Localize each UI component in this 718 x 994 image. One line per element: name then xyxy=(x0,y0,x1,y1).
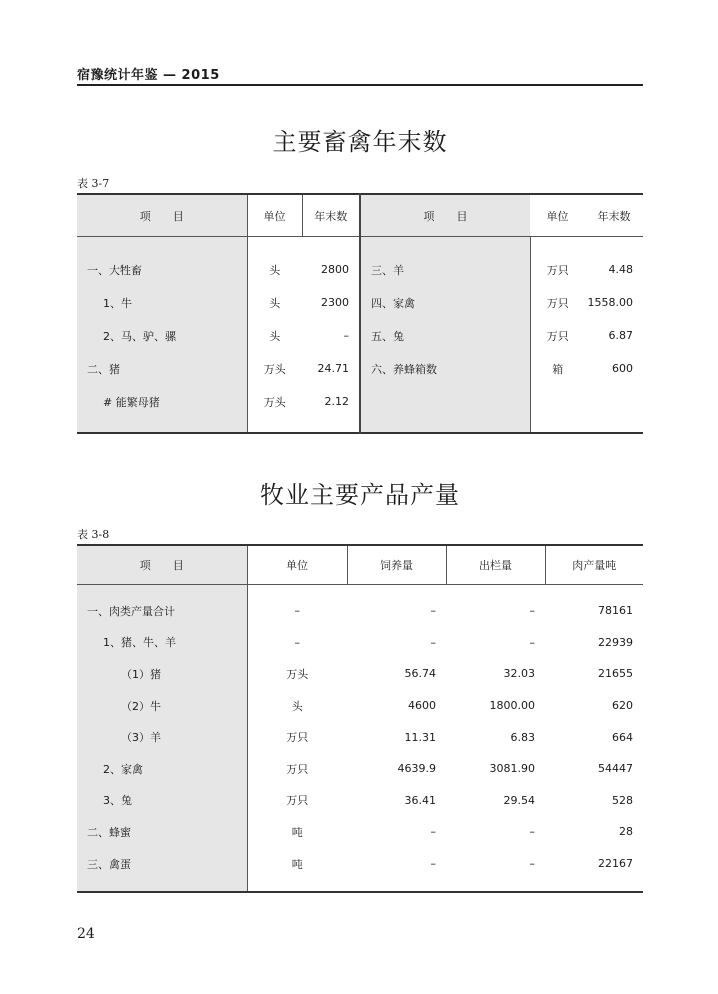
table-row xyxy=(77,658,643,690)
table-row xyxy=(77,385,643,418)
meat-cell: 78161 xyxy=(598,604,633,618)
sold-cell: – xyxy=(529,604,535,618)
meat-cell: 620 xyxy=(612,699,633,713)
unit-cell: 吨 xyxy=(247,816,347,848)
t1-header-unit-right: 单位 xyxy=(530,194,585,237)
value-cell: 6.87 xyxy=(608,329,633,342)
row-label: （1）猪 xyxy=(77,658,247,690)
stock-cell: 36.41 xyxy=(404,793,436,807)
meat-cell: 528 xyxy=(612,793,633,807)
table-row xyxy=(77,816,643,848)
unit-cell: 吨 xyxy=(247,848,347,880)
table-row xyxy=(77,690,643,722)
t2-header-stock: 饲养量 xyxy=(347,545,446,585)
row-label: 3、兔 xyxy=(77,785,247,817)
unit-cell: 万头 xyxy=(247,658,347,690)
row-label: # 能繁母猪 xyxy=(77,385,247,418)
unit-cell: – xyxy=(247,595,347,627)
stock-cell: – xyxy=(430,635,436,649)
unit-cell: 万头 xyxy=(247,385,302,418)
livestock-table xyxy=(77,193,643,434)
sold-cell: – xyxy=(529,825,535,839)
stock-cell: 11.31 xyxy=(404,730,436,744)
stock-cell: 4639.9 xyxy=(397,762,436,776)
unit-cell: 头 xyxy=(247,286,302,319)
stock-cell: – xyxy=(430,857,436,871)
sold-cell: 32.03 xyxy=(503,667,535,681)
meat-cell: 54447 xyxy=(598,762,633,776)
sold-cell: 29.54 xyxy=(503,793,535,807)
table-row xyxy=(77,753,643,785)
value-cell: 4.48 xyxy=(608,263,633,276)
stock-cell: – xyxy=(430,825,436,839)
t2-header-meat: 肉产量吨 xyxy=(545,545,643,585)
table-row xyxy=(77,848,643,880)
row-label: 1、牛 xyxy=(77,286,247,319)
table1-title: 主要畜禽年末数 xyxy=(272,128,448,156)
row-label: 2、马、驴、骡 xyxy=(77,319,247,352)
unit-cell: 万只 xyxy=(530,319,585,352)
t1-header-value-right: 年末数 xyxy=(585,194,643,237)
sold-cell: – xyxy=(529,857,535,871)
value-cell: 24.71 xyxy=(317,362,349,375)
row-label: （2）牛 xyxy=(77,690,247,722)
stock-cell: 4600 xyxy=(408,699,436,713)
sold-cell: – xyxy=(529,635,535,649)
table-row xyxy=(77,721,643,753)
row-label: 一、肉类产量合计 xyxy=(77,595,247,627)
table-row xyxy=(77,319,643,352)
row-label: （3）羊 xyxy=(77,721,247,753)
unit-cell: 万只 xyxy=(530,253,585,286)
row-label: 二、猪 xyxy=(77,352,247,385)
value-cell: 2.12 xyxy=(324,395,349,408)
table2-label: 表 3-8 xyxy=(77,528,110,541)
table-row xyxy=(77,352,643,385)
running-head: 宿豫统计年鉴 — 2015 xyxy=(77,68,220,83)
table-row xyxy=(77,253,643,286)
table1-label: 表 3-7 xyxy=(77,177,110,190)
t1-header-value-left: 年末数 xyxy=(302,194,360,237)
unit-cell: 头 xyxy=(247,319,302,352)
t2-header-unit: 单位 xyxy=(247,545,347,585)
unit-cell: 万只 xyxy=(530,286,585,319)
row-label: 一、大牲畜 xyxy=(77,253,247,286)
table-row xyxy=(77,595,643,627)
meat-cell: 22167 xyxy=(598,857,633,871)
row-label: 二、蜂蜜 xyxy=(77,816,247,848)
unit-cell: 头 xyxy=(247,253,302,286)
unit-cell: 万只 xyxy=(247,721,347,753)
table2-title: 牧业主要产品产量 xyxy=(260,481,460,509)
unit-cell: 头 xyxy=(247,690,347,722)
value-cell: – xyxy=(343,329,349,342)
sold-cell: 3081.90 xyxy=(489,762,535,776)
page-number: 24 xyxy=(77,926,95,942)
row-label: 六、养蜂箱数 xyxy=(360,352,530,385)
t1-header-unit-left: 单位 xyxy=(247,194,302,237)
t1-header-item-left: 项 目 xyxy=(77,194,247,237)
unit-cell: 万头 xyxy=(247,352,302,385)
table-row xyxy=(77,627,643,659)
t2-header-sold: 出栏量 xyxy=(446,545,545,585)
sold-cell: 1800.00 xyxy=(489,699,535,713)
table-row xyxy=(77,286,643,319)
unit-cell: 万只 xyxy=(247,753,347,785)
row-label: 五、兔 xyxy=(360,319,530,352)
livestock-products-table xyxy=(77,544,643,893)
t1-header-item-right: 项 目 xyxy=(360,194,530,237)
row-label: 三、羊 xyxy=(360,253,530,286)
value-cell: 2800 xyxy=(321,263,349,276)
row-label: 四、家禽 xyxy=(360,286,530,319)
value-cell: 600 xyxy=(612,362,633,375)
stock-cell: – xyxy=(430,604,436,618)
meat-cell: 22939 xyxy=(598,635,633,649)
value-cell: 2300 xyxy=(321,296,349,309)
unit-cell: 箱 xyxy=(530,352,585,385)
sold-cell: 6.83 xyxy=(510,730,535,744)
header-rule xyxy=(77,84,643,86)
unit-cell: – xyxy=(247,627,347,659)
table-row xyxy=(77,785,643,817)
row-label: 三、禽蛋 xyxy=(77,848,247,880)
stock-cell: 56.74 xyxy=(404,667,436,681)
row-label: 2、家禽 xyxy=(77,753,247,785)
value-cell: 1558.00 xyxy=(587,296,633,309)
meat-cell: 28 xyxy=(619,825,633,839)
meat-cell: 21655 xyxy=(598,667,633,681)
meat-cell: 664 xyxy=(612,730,633,744)
unit-cell: 万只 xyxy=(247,785,347,817)
t2-header-item: 项 目 xyxy=(77,545,247,585)
row-label: 1、猪、牛、羊 xyxy=(77,627,247,659)
